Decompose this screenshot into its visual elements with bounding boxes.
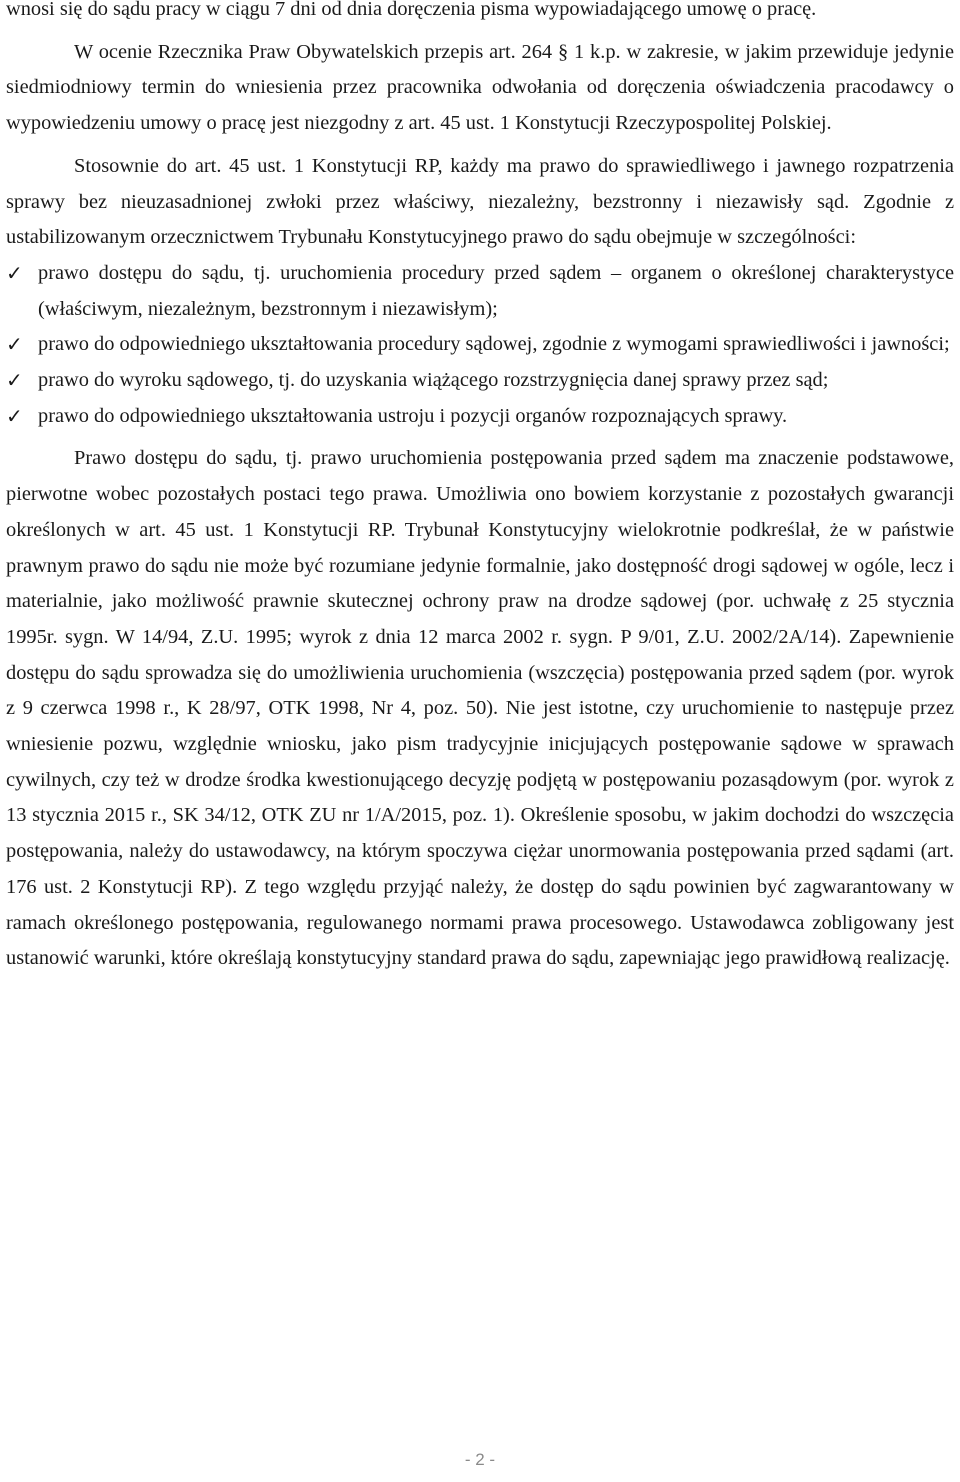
checkmark-icon: ✓: [6, 332, 23, 357]
document-page: [6, 0, 954, 977]
right-to-court-list: [6, 256, 954, 435]
paragraph-access-to-court: Prawo dostępu do sądu, tj. prawo uruchomienia postępowania przed sądem ma znaczenie podstawowe, pierwotne wobec pozostałych postaci tego prawa. Umożliwia ono bowiem korzystanie z pozostałych gwarancji określonych w art. 45 ust. 1 Konstytucji RP. Trybunał Konstytucyjny wielokrotnie podkreślał, że w państwie prawnym prawo do sądu nie może być rozumiane jedynie formalnie, jako dostępność drogi sądowej w ogóle, lecz i materialnie, jako możliwość prawnie skutecznej ochrony praw na drodze sądowej (por. uchwałę z 25 stycznia 1995r. sygn. W 14/94, Z.U. 1995; wyrok z dnia 12 marca 2002 r. sygn. P 9/01, Z.U. 2002/2A/14). Zapewnienie dostępu do sądu sprowadza się do umożliwienia uruchomienia (wszczęcia) postępowania przed sądem (por. wyrok z 9 czerwca 1998 r., K 28/97, OTK 1998, Nr 4, poz. 50). Nie jest istotne, czy uruchomienie to następuje przez wniesienie pozwu, względnie wniosku, jako pism tradycyjnie inicjujących postępowanie sądowe w sprawach cywilnych, czy też w drodze środka kwestionującego decyzję podjętą w postępowaniu pozasądowym (por. wyrok z 13 stycznia 2015 r., SK 34/12, OTK ZU nr 1/A/2015, poz. 1). Określenie sposobu, w jakim dochodzi do wszczęcia postępowania, należy do ustawodawcy, na którym spoczywa ciężar unormowania postępowania przed sądami (art. 176 ust. 2 Konstytucji RP). Z tego względu przyjąć należy, że dostęp do sądu powinien być zagwarantowany w ramach określonego postępowania, regulowanego normami prawa procesowego. Ustawodawca zobligowany jest ustanowić warunki, które określają konstytucyjny standard prawa do sądu, zapewniając jego prawidłową realizację.: [6, 447, 954, 970]
paragraph-ombudsman-opinion: W ocenie Rzecznika Praw Obywatelskich przepis art. 264 § 1 k.p. w zakresie, w jakim przewiduje jedynie siedmiodniowy termin do wniesienia przez pracownika odwołania od doręczenia oświadczenia pracodawcy o wypowiedzeniu umowy o pracę jest niezgodny z art. 45 ust. 1 Konstytucji Rzeczypospolitej Polskiej.: [6, 40, 954, 135]
list-item-text: prawo do wyroku sądowego, tj. do uzyskania wiążącego rozstrzygnięcia danej sprawy przez sąd;: [38, 369, 829, 392]
list-item-text: prawo dostępu do sądu, tj. uruchomienia procedury przed sądem – organem o określonej charakterystyce (właściwym, niezależnym, bezstronnym i niezawisłym);: [38, 261, 954, 320]
page-number: - 2 -: [464, 1450, 496, 1469]
list-item: [6, 399, 954, 435]
paragraph-article-45: Stosownie do art. 45 ust. 1 Konstytucji RP, każdy ma prawo do sprawiedliwego i jawnego rozpatrzenia sprawy bez nieuzasadnionej zwłoki przez właściwy, niezależny, bezstronny i niezawisły sąd. Zgodnie z ustabilizowanym orzecznictwem Trybunału Konstytucyjnego prawo do sądu obejmuje w szczególności:: [6, 154, 954, 249]
list-item-text: prawo do odpowiedniego ukształtowania procedury sądowej, zgodnie z wymogami sprawiedliwości i jawności;: [38, 333, 950, 356]
list-item-text: prawo do odpowiedniego ukształtowania ustroju i pozycji organów rozpoznających sprawy.: [38, 404, 788, 427]
paragraph-continuation: wnosi się do sądu pracy w ciągu 7 dni od dnia doręczenia pisma wypowiadającego umowę o pracę.: [6, 0, 817, 20]
list-item: [6, 363, 954, 399]
checkmark-icon: ✓: [6, 403, 23, 428]
checkmark-icon: ✓: [6, 260, 23, 285]
list-item: [6, 327, 954, 363]
checkmark-icon: ✓: [6, 368, 23, 393]
list-item: [6, 256, 954, 327]
